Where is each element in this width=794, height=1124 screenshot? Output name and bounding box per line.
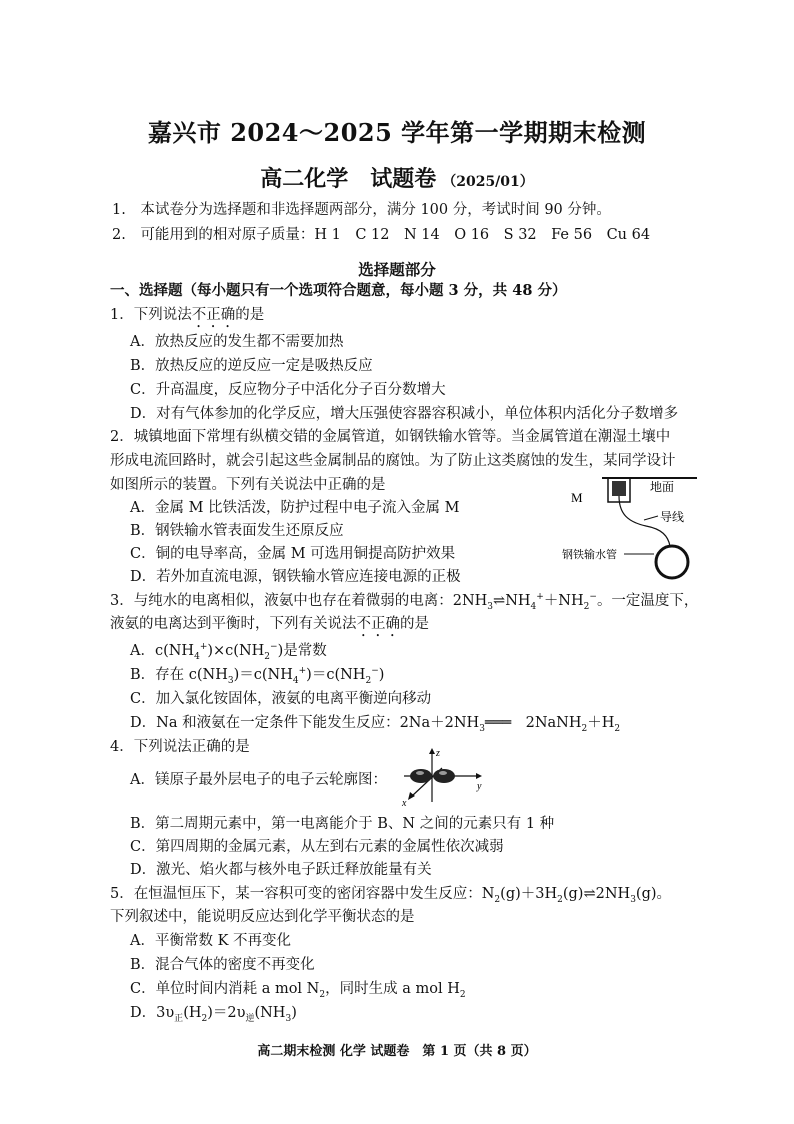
q4-option-d: D．激光、焰火都与核外电子跃迁释放能量有关 xyxy=(130,862,432,878)
q3-eq-b: NH xyxy=(505,593,531,609)
q2-option-c: C．铜的电导率高，金属 M 可选用铜提高防护效果 xyxy=(130,546,456,562)
axis-x-label: x xyxy=(402,798,407,808)
q2-option-b: B．钢铁输水管表面发生还原反应 xyxy=(130,523,344,539)
q5-stem-line-2: 下列叙述中，能说明反应达到化学平衡状态的是 xyxy=(110,909,415,925)
q3-b-a: B．存在 c(NH xyxy=(130,667,228,683)
q3-sub: 3 xyxy=(479,723,485,734)
q3-eqsign: ═══ xyxy=(484,715,512,731)
q5-option-b: B．混合气体的密度不再变化 xyxy=(130,957,315,973)
q2-stem-line-1: 2．城镇地面下常埋有纵横交错的金属管道，如钢铁输水管等。当金属管道在潮湿土壤中 xyxy=(110,429,671,445)
q2-option-a: A．金属 M 比铁活泼，防护过程中电子流入金属 M xyxy=(130,500,460,516)
q3-arrow: ⇌ xyxy=(493,593,506,609)
q3-option-c: C．加入氯化铵固体，液氨的电离平衡逆向移动 xyxy=(130,691,432,707)
q3-sub: 2 xyxy=(614,723,621,734)
metal-m-block xyxy=(612,481,626,496)
exam-date: （2025/01） xyxy=(442,174,534,190)
q3-b-b: )＝c(NH xyxy=(233,667,293,683)
electron-cloud-figure xyxy=(398,746,486,808)
q5-d-d: (NH xyxy=(254,1005,286,1021)
y-arrow-icon xyxy=(476,773,482,779)
q3-stem-line-1 xyxy=(110,592,698,610)
q1-option-d: D．对有气体参加的化学反应，增大压强使容器容积减小，单位体积内活化分子数增多 xyxy=(130,406,679,422)
q5-sub: 3 xyxy=(630,894,636,905)
q5-d-b: (H xyxy=(183,1005,202,1021)
q5-option-a: A．平衡常数 K 不再变化 xyxy=(130,933,292,949)
exam-subtitle xyxy=(0,162,794,193)
q3-sub: 2 xyxy=(264,651,271,662)
q5-sub: 2 xyxy=(557,894,563,905)
q3-eq-c: ＋NH xyxy=(543,593,584,609)
q4-stem: 4．下列说法正确的是 xyxy=(110,739,250,755)
q5-stem-e: (g)。 xyxy=(635,886,672,902)
q1-stem-emph: 不正确 xyxy=(191,307,236,323)
q3-sub: 2 xyxy=(581,723,588,734)
corrosion-protection-figure xyxy=(562,470,702,582)
q5-arrow: ⇌ xyxy=(583,886,596,902)
z-arrow-icon xyxy=(429,748,435,754)
q3-sub: 2 xyxy=(365,675,372,686)
q1-stem-b: 的是 xyxy=(235,307,265,323)
q3-stem2-b: 的是 xyxy=(400,616,429,632)
q3-a-c: )是常数 xyxy=(277,643,327,659)
q1-option-a: A．放热反应的发生都不需要加热 xyxy=(130,334,344,350)
q3-sub: 4 xyxy=(194,651,200,662)
q1-option-c: C．升高温度，反应物分子中活化分子百分数增大 xyxy=(130,382,446,398)
q4-option-b: B．第二周期元素中，第一电离能介于 B、N 之间的元素只有 1 种 xyxy=(130,816,555,832)
q3-d-b: 2NaNH xyxy=(511,715,582,731)
q3-sup: − xyxy=(589,592,597,603)
q5-sub: 2 xyxy=(319,989,326,1000)
section-heading: 选择题部分 xyxy=(358,260,436,279)
q4-option-c: C．第四周期的金属元素，从左到右元素的金属性依次减弱 xyxy=(130,839,504,855)
wire-pointer xyxy=(644,516,658,520)
exam-title: 嘉兴市 2024～2025 学年第一学期期末检测 xyxy=(147,118,647,147)
q5-stem-d: 2NH xyxy=(595,886,631,902)
q3-eq-a: 2NH xyxy=(452,593,488,609)
q1-option-b: B．放热反应的逆反应一定是吸热反应 xyxy=(130,358,373,374)
q5-c-a: C．单位时间内消耗 a mol N xyxy=(130,981,320,997)
q5-sub: 2 xyxy=(201,1013,208,1024)
q4-option-a: A．镁原子最外层电子的电子云轮廓图： xyxy=(130,772,387,788)
q3-sup: + xyxy=(536,592,544,603)
q2-option-d: D．若外加直流电源，钢铁输水管应连接电源的正极 xyxy=(130,569,461,585)
q5-d-a: D．3υ xyxy=(130,1005,175,1021)
axis-z-label: z xyxy=(436,748,440,759)
q5-c-b: ，同时生成 a mol H xyxy=(325,981,460,997)
q5-stem-line-1 xyxy=(110,885,671,903)
label-m: M xyxy=(571,490,583,505)
q3-sup: − xyxy=(371,666,379,677)
orbital-highlight xyxy=(439,771,447,775)
q5-option-d xyxy=(130,1004,297,1022)
q3-sup: − xyxy=(270,642,278,653)
label-pipe: 钢铁输水管 xyxy=(562,548,617,561)
q5-stem-c: (g) xyxy=(562,886,584,902)
axis-y-label: y xyxy=(477,781,482,792)
q3-sub: 3 xyxy=(487,601,494,612)
pipe-circle xyxy=(656,546,688,578)
x-arrow-icon xyxy=(408,792,415,800)
q3-sub: 2 xyxy=(583,601,590,612)
q3-a-a: A．c(NH xyxy=(130,643,195,659)
q3-d-c: ＋H xyxy=(587,715,615,731)
q5-stem-a: 5．在恒温恒压下，某一容积可变的密闭容器中发生反应：N xyxy=(110,886,495,902)
q3-b-c: )＝c(NH xyxy=(306,667,366,683)
q3-d-a: D．Na 和液氨在一定条件下能发生反应：2Na＋2NH xyxy=(130,715,480,731)
q3-a-b: )×c(NH xyxy=(207,643,265,659)
note-2: 2. 可能用到的相对原子质量：H 1 C 12 N 14 O 16 S 32 Fe 56 Cu 64 xyxy=(112,227,651,243)
q5-d-c: )＝2υ xyxy=(207,1005,246,1021)
q5-option-c xyxy=(130,980,466,998)
q1-stem-a: 1．下列说法 xyxy=(110,307,192,323)
label-wire: 导线 xyxy=(660,510,685,524)
q3-stem-line-2 xyxy=(110,615,429,640)
q3-sup: + xyxy=(199,642,208,653)
q5-sub: 2 xyxy=(494,894,501,905)
q3-stem2-a: 液氨的电离达到平衡时，下列有关说法 xyxy=(110,616,357,632)
q3-sub: 3 xyxy=(227,675,234,686)
q3-b-d: ) xyxy=(378,667,385,683)
q3-sup: + xyxy=(298,666,307,677)
q5-d-e: ) xyxy=(291,1005,297,1021)
q3-stem2-emph: 不正确 xyxy=(356,616,400,632)
note-1: 1. 本试卷分为选择题和非选择题两部分，满分 100 分，考试时间 90 分钟。 xyxy=(112,202,611,218)
q5-sub: 3 xyxy=(285,1013,292,1024)
q3-stem-a: 3．与纯水的电离相似，液氨中也存在着微弱的电离： xyxy=(110,593,453,609)
page-footer: 高二期末检测 化学 试题卷 第 1 页（共 8 页） xyxy=(257,1044,537,1059)
q5-sub: 2 xyxy=(459,989,466,1000)
q1-stem xyxy=(110,306,264,331)
q3-option-a xyxy=(130,642,327,660)
q2-stem-line-3: 如图所示的装置。下列有关说法中正确的是 xyxy=(110,477,386,493)
q3-option-b xyxy=(130,666,384,684)
q3-sub: 4 xyxy=(530,601,537,612)
q3-option-d xyxy=(130,714,620,732)
part-title: 一、选择题（每小题只有一个选项符合题意，每小题 3 分，共 48 分） xyxy=(110,282,567,299)
label-ground: 地面 xyxy=(650,480,675,494)
q3-eq-d: 。一定温度下， xyxy=(596,593,699,609)
subtitle-text: 高二化学 试题卷 xyxy=(260,166,437,192)
q3-sub: 4 xyxy=(292,675,299,686)
q2-stem-line-2: 形成电流回路时，就会引起这些金属制品的腐蚀。为了防止这类腐蚀的发生，某同学设计 xyxy=(110,453,676,469)
q5-sub: 逆 xyxy=(245,1013,255,1024)
q5-sub: 正 xyxy=(174,1013,184,1024)
q5-stem-b: (g)＋3H xyxy=(500,886,558,902)
orbital-highlight xyxy=(416,771,424,775)
